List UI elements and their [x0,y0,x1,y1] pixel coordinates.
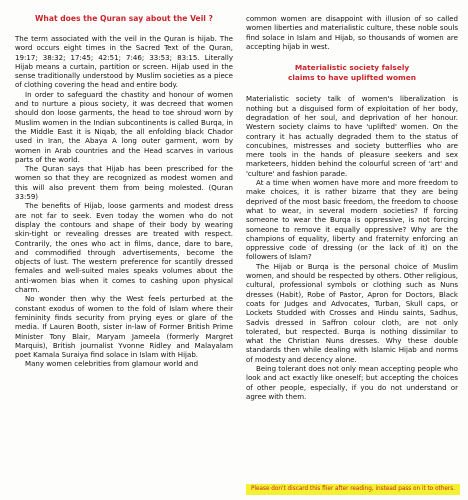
quran-prescription-paragraph: The Quran says that Hijab has been prescribed for the women so that they are recognized as modest women and this will also prevent them from being molested. (Quran 33:59) [15,164,233,202]
materialistic-society-heading [246,63,458,82]
freedom-choice-paragraph: At a time when women have more and more freedom to make choices, it is rather bizarre that they are being deprived of the most basic freedom, the freedom to choose what to wear, in several modern societies? If forcing someone to wear the Burqa is oppressive, is not forcing someone to remove it equally oppressive? Why are the champions of equality, liberty and fraternity enforcing an oppressive code of dressing (or the lack of it) on the followers of Islam? [246,178,458,262]
continuation-paragraph: common women are disappoint with illusion of so called women liberties and materialistic culture, these noble souls find solace in Islam and Hijab, so thousands of women are accepting hijab in west. [246,14,458,51]
veil-question-title: What does the Quran say about the Veil ? [35,14,213,23]
west-perturbed-paragraph: No wonder then why the West feels perturbed at the constant exodus of women to the fold of Islam where their femininity finds security from prying eyes or glare of the media. If Lauren Booth, sister in-law of Former British Prime Minister Tony Blair, Maryam Jameela (formerly Margret Marquis), British journalist Yvonne Ridley and Malayalam poet Kamala Suraiya find solace in Islam with Hijab. [15,294,233,360]
liberalization-paragraph: Materialistic society talk of women's liberalization is nothing but a disguised form of exploitation of her body, degradation of her soul, and deprivation of her honour. Western society claims to have 'uplifted' women. On the contrary it has actually degraded them to the status of concubines, mistresses and society butterflies who are mere tools in the hands of pleasure seekers and sex marketeers, hidden behind the colourful screen of 'art' and 'culture' and fashion parade. [246,94,458,178]
pass-on-notice: Please don't discard this flier after reading, instead pass on it to others. [246,484,460,495]
tolerance-paragraph: Being tolerant does not only mean accepting people who look and act exactly like oneself; but accepting the choices of other people, especially, if you do not understand or agree with them. [246,363,458,401]
heading-line-2: claims to have uplifted women [287,72,417,82]
heading-line-1: Materialistic society falsely [294,63,410,73]
right-column [246,14,458,401]
celebrities-paragraph: Many women celebrities from glamour world and [25,359,199,369]
personal-choice-paragraph: The Hijab or Burqa is the personal choice of Muslim women, and should be respected by others. Other religious, cultural, professional symbols or clothing such as Nuns dresses (Habit), Robe of Pastor, Apron for Doctors, Black coats for Judges and Advocates, Turban, Skull caps, or Lockets Studded with Crosses and Hindu saints, Sadhus, Sadvis dressed in Saffron colour cloth, are not only tolerated, but respected. Burqa is nothing dissimilar to what the Christian Nuns dresses. Why these double standards then while dealing with Islamic Hijab and norms of modesty and decency alone. [246,261,458,364]
hijab-definition-paragraph: The term associated with the veil in the Quran is hijab. The word occurs eight times in the Sacred Text of the Quran, 19:17; 38:32; 17:45; 42:51; 7:46; 33:53; 83:15. Literally Hijab means a curtain, partition or screen. Hijab used in the sense traditionally understood by Muslim societies as a piece of clothing covering the head and entire body. [15,34,233,90]
left-column [15,14,233,369]
hijab-benefits-paragraph: The benefits of Hijab, loose garments and modest dress are not far to seek. Even today the women who do not display the contours and shape of their body by wearing skin-tight or revealing dresses are treated with respect. Contrarily, the ones who act in films, dance, dare to bare, and commodified through advertisements, become the objects of lust. The western preference for scantily dressed females and well-suited males speaks volumes about the anti-women bias when it comes to cashing upon physical charm. [15,201,233,295]
loose-garments-paragraph: In order to safeguard the chastity and honour of women and to nurture a pious society, it was decreed that women should don loose garments, the head to toe shroud worn by Muslim women in the Indian subcontinents is called Burqa, in the Middle East it is Niqab, the all enfolding black Chador used in Iran, the Abaya A long outer garment, worn by women in Arab countries and the Head scarves in various parts of the world. [15,89,233,164]
